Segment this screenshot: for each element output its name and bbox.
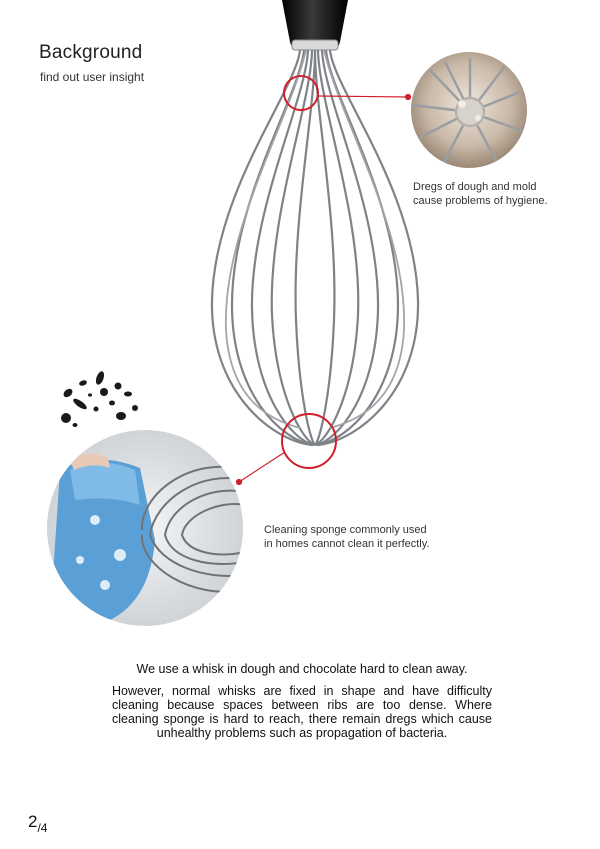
caption-dregs-line1: Dregs of dough and mold (413, 181, 537, 193)
caption-sponge-line1: Cleaning sponge commonly used (264, 524, 427, 536)
page-total: /4 (37, 821, 48, 835)
body-text (112, 662, 492, 740)
caption-sponge (264, 523, 464, 551)
caption-dregs (413, 180, 583, 208)
page-number (28, 812, 48, 835)
whisk-handle (282, 0, 348, 50)
caption-sponge-line2: in homes cannot clean it perfectly. (264, 538, 430, 550)
whisk-wires (212, 50, 418, 445)
body-paragraph-2: However, normal whisks are fixed in shape and have difficulty cleaning because spaces between ribs are too dense. Where cleaning sponge is hard to reach, there remain dregs which cause unhealthy problems such as propagation of bacteria. (112, 684, 492, 740)
closeup-photo-dregs (411, 52, 527, 170)
caption-dregs-line2: cause problems of hygiene. (413, 195, 548, 207)
bacteria-illustration (61, 370, 138, 427)
page-current: 2 (28, 812, 38, 831)
page-subtitle: find out user insight (40, 70, 145, 84)
sponge-photo (47, 430, 245, 626)
page-title: Background (39, 42, 143, 63)
body-paragraph-1: We use a whisk in dough and chocolate hard to clean away. (136, 662, 468, 676)
